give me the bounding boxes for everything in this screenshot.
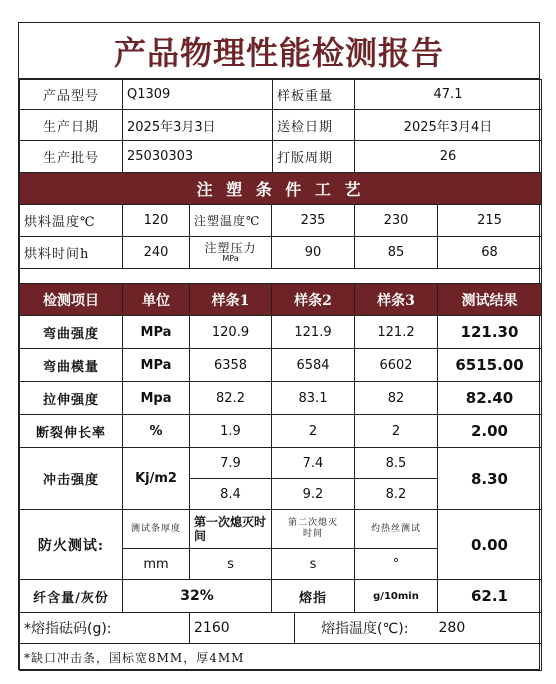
inj-pressure-3: 68 xyxy=(438,237,542,269)
header-sample-3: 样条3 xyxy=(355,284,438,316)
table-row xyxy=(20,415,542,448)
batch-label: 生产批号 xyxy=(20,141,123,173)
fire-thickness-value: mm xyxy=(123,549,190,580)
spacer-row xyxy=(20,269,542,284)
row-item: 弯曲模量 xyxy=(20,349,123,382)
melt-value: 62.1 xyxy=(438,580,542,613)
row-unit: MPa xyxy=(123,316,190,349)
cycle-value: 26 xyxy=(355,141,542,173)
batch-value: 25030303 xyxy=(123,141,273,173)
impact-row-1 xyxy=(20,448,542,479)
weight-value: 47.1 xyxy=(355,80,542,110)
inj-temp-label: 注塑温度℃ xyxy=(190,205,272,237)
impact-r1-s1: 7.9 xyxy=(190,448,272,479)
row-s3: 2 xyxy=(355,415,438,448)
melt-unit: g/10min xyxy=(355,580,438,613)
row-s2: 121.9 xyxy=(272,316,355,349)
impact-r2-s1: 8.4 xyxy=(190,479,272,510)
row-s3: 6602 xyxy=(355,349,438,382)
footer-note: *缺口冲击条，国标宽8MM，厚4MM xyxy=(20,644,542,671)
impact-r1-s3: 8.5 xyxy=(355,448,438,479)
header-result: 测试结果 xyxy=(438,284,542,316)
row-s2: 6584 xyxy=(272,349,355,382)
inj-temp-1: 235 xyxy=(272,205,355,237)
melt-weight-label: *熔指砝码(g): xyxy=(20,613,190,644)
row-unit: Mpa xyxy=(123,382,190,415)
fiber-label: 纤含量/灰份 xyxy=(20,580,123,613)
fire-first-value: s xyxy=(190,549,272,580)
fiber-row xyxy=(20,580,542,613)
send-date-label: 送检日期 xyxy=(273,110,355,141)
row-s3: 82 xyxy=(355,382,438,415)
bake-temp-label: 烘料温度℃ xyxy=(20,205,123,237)
fire-thickness-header: 测试条厚度 xyxy=(123,510,190,549)
glow-wire-header: 灼热丝测试 xyxy=(355,510,438,549)
report-sheet xyxy=(18,22,540,670)
row-result: 82.40 xyxy=(438,382,542,415)
inj-pressure-cell xyxy=(190,237,272,269)
row-s1: 6358 xyxy=(190,349,272,382)
cycle-label: 打版周期 xyxy=(273,141,355,173)
send-date-value: 2025年3月4日 xyxy=(355,110,542,141)
fire-row-1 xyxy=(20,510,542,549)
impact-unit: Kj/m2 xyxy=(123,448,190,510)
report-title: 产品物理性能检测报告 xyxy=(19,23,539,79)
impact-r2-s3: 8.2 xyxy=(355,479,438,510)
weight-label: 样板重量 xyxy=(273,80,355,110)
bake-time-value: 240 xyxy=(123,237,190,269)
row-s2: 83.1 xyxy=(272,382,355,415)
row-s2: 2 xyxy=(272,415,355,448)
table-row xyxy=(20,382,542,415)
row-s1: 1.9 xyxy=(190,415,272,448)
melt-temp-value: 280 xyxy=(435,613,542,644)
inj-temp-3: 215 xyxy=(438,205,542,237)
impact-result: 8.30 xyxy=(438,448,542,510)
row-unit: % xyxy=(123,415,190,448)
row-item: 弯曲强度 xyxy=(20,316,123,349)
model-label: 产品型号 xyxy=(20,80,123,110)
row-item: 拉伸强度 xyxy=(20,382,123,415)
melt-temp-label: 熔指温度(℃): xyxy=(295,613,435,644)
fire-item: 防火测试: xyxy=(20,510,123,580)
inj-pressure-1: 90 xyxy=(272,237,355,269)
table-row xyxy=(20,349,542,382)
inj-pressure-label: 注塑压力 xyxy=(204,240,257,255)
test-results-table xyxy=(19,283,542,613)
row-unit: MPa xyxy=(123,349,190,382)
date-label: 生产日期 xyxy=(20,110,123,141)
product-info-table xyxy=(19,79,542,173)
bake-time-label: 烘料时间h xyxy=(20,237,123,269)
row-s3: 121.2 xyxy=(355,316,438,349)
row-result: 2.00 xyxy=(438,415,542,448)
header-sample-2: 样条2 xyxy=(272,284,355,316)
process-band: 注 塑 条 件 工 艺 xyxy=(20,173,542,205)
row-s1: 120.9 xyxy=(190,316,272,349)
date-value: 2025年3月3日 xyxy=(123,110,273,141)
fire-first-extinguish-header: 第一次熄灭时间 xyxy=(190,510,272,549)
row-item: 断裂伸长率 xyxy=(20,415,123,448)
footer-table xyxy=(19,612,542,671)
impact-r2-s2: 9.2 xyxy=(272,479,355,510)
row-result: 121.30 xyxy=(438,316,542,349)
melt-weight-value: 2160 xyxy=(190,613,295,644)
model-value: Q1309 xyxy=(123,80,273,110)
table-row xyxy=(20,316,542,349)
header-unit: 单位 xyxy=(123,284,190,316)
fire-second-extinguish-header: 第二次熄灭时间 xyxy=(272,510,355,549)
glow-wire-value: ° xyxy=(355,549,438,580)
inj-temp-2: 230 xyxy=(355,205,438,237)
inj-pressure-2: 85 xyxy=(355,237,438,269)
fire-result: 0.00 xyxy=(438,510,542,580)
melt-label: 熔指 xyxy=(272,580,355,613)
fiber-value: 32% xyxy=(123,580,272,613)
impact-item: 冲击强度 xyxy=(20,448,123,510)
process-table xyxy=(19,172,542,284)
bake-temp-value: 120 xyxy=(123,205,190,237)
header-sample-1: 样条1 xyxy=(190,284,272,316)
inj-pressure-unit: MPa xyxy=(222,253,239,263)
row-result: 6515.00 xyxy=(438,349,542,382)
fire-second-value: s xyxy=(272,549,355,580)
header-item: 检测项目 xyxy=(20,284,123,316)
impact-r1-s2: 7.4 xyxy=(272,448,355,479)
row-s1: 82.2 xyxy=(190,382,272,415)
test-header-row xyxy=(20,284,542,316)
